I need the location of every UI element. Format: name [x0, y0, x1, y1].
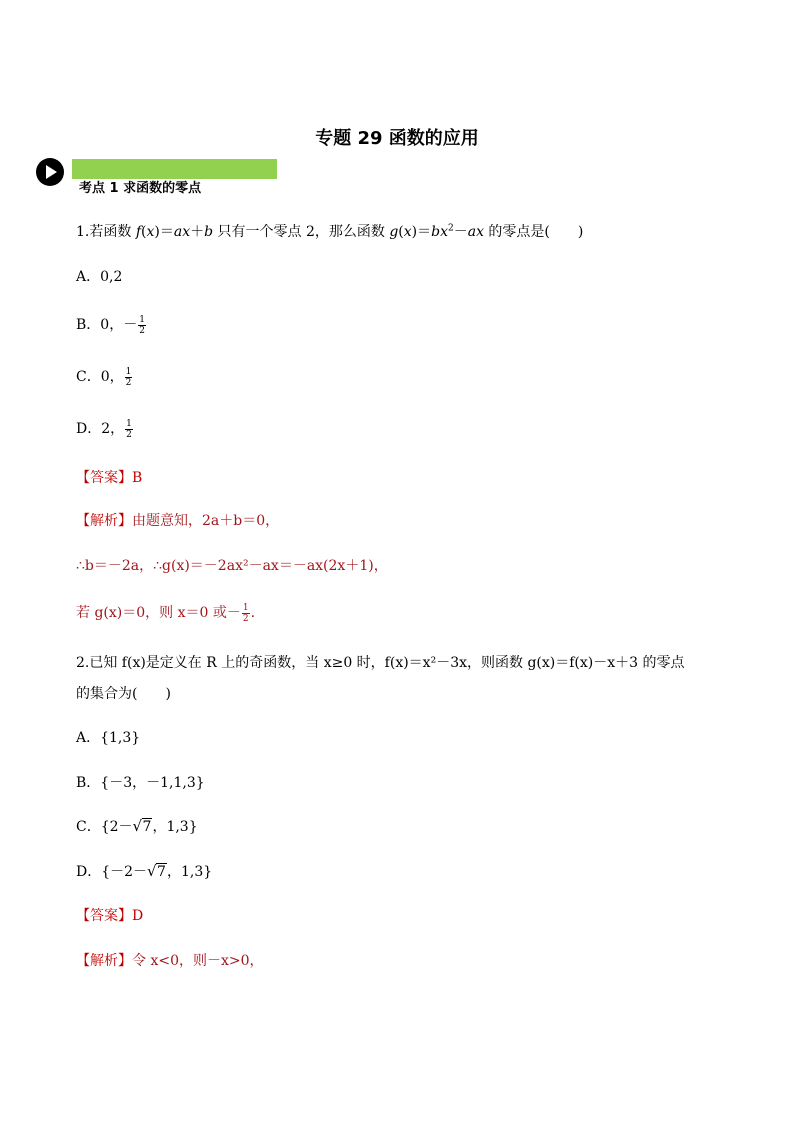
- page-title: 专题 29 函数的应用: [315, 128, 479, 149]
- fraction: $\frac{1}{2}$: [139, 314, 145, 336]
- play-arrow-icon: [36, 158, 64, 186]
- question-2-stem-line-1: 2.已知 f(x)是定义在 R 上的奇函数，当 x≥0 时，f(x)＝x²－3x，则函数 g(x)＝f(x)－x＋3 的零点: [76, 655, 685, 671]
- section-bar: [72, 159, 277, 179]
- option-b: B．{－3，－1,1,3}: [76, 775, 205, 791]
- option-a: A．0,2: [76, 269, 123, 285]
- section-banner: [36, 158, 246, 196]
- analysis-1-line-1: 【解析】由题意知，2a＋b＝0，: [76, 513, 280, 529]
- square-root: √ 7: [147, 862, 166, 880]
- analysis-1-line-3: 若 g(x)＝0，则 x＝0 或－ $\frac{1}{2}$ .: [76, 602, 256, 624]
- fraction: $\frac{1}{2}$: [242, 602, 249, 624]
- section-label: 考点 1 求函数的零点: [79, 181, 202, 196]
- answer-1: 【答案】B: [76, 470, 143, 486]
- question-1-stem: 1.若函数 f(x)＝ax＋b 只有一个零点 2，那么函数 $g(x)=bx^2-ax$ 的零点是( ): [76, 223, 584, 240]
- option-a: A．{1,3}: [76, 730, 141, 746]
- option-b: B．0，－ $\frac{1}{2}$: [76, 314, 145, 336]
- analysis-2-line-1: 【解析】令 x<0，则－x>0，: [76, 953, 264, 969]
- analysis-1-line-2: ∴b＝－2a，∴g(x)＝－2ax²－ax＝－ax(2x＋1)，: [76, 558, 388, 574]
- question-2-stem-line-2: 的集合为( ): [76, 686, 171, 702]
- fraction: $\frac{1}{2}$: [125, 366, 132, 388]
- option-d: D．2， $\frac{1}{2}$: [76, 418, 132, 440]
- answer-2: 【答案】D: [76, 908, 144, 924]
- option-d: D．{－2－ √ 7，1,3}: [76, 862, 213, 880]
- option-c: C．0， $\frac{1}{2}$: [76, 366, 132, 388]
- option-c: C．{2－ √ 7，1,3}: [76, 817, 198, 835]
- square-root: √ 7: [132, 817, 152, 835]
- fraction: $\frac{1}{2}$: [126, 418, 132, 440]
